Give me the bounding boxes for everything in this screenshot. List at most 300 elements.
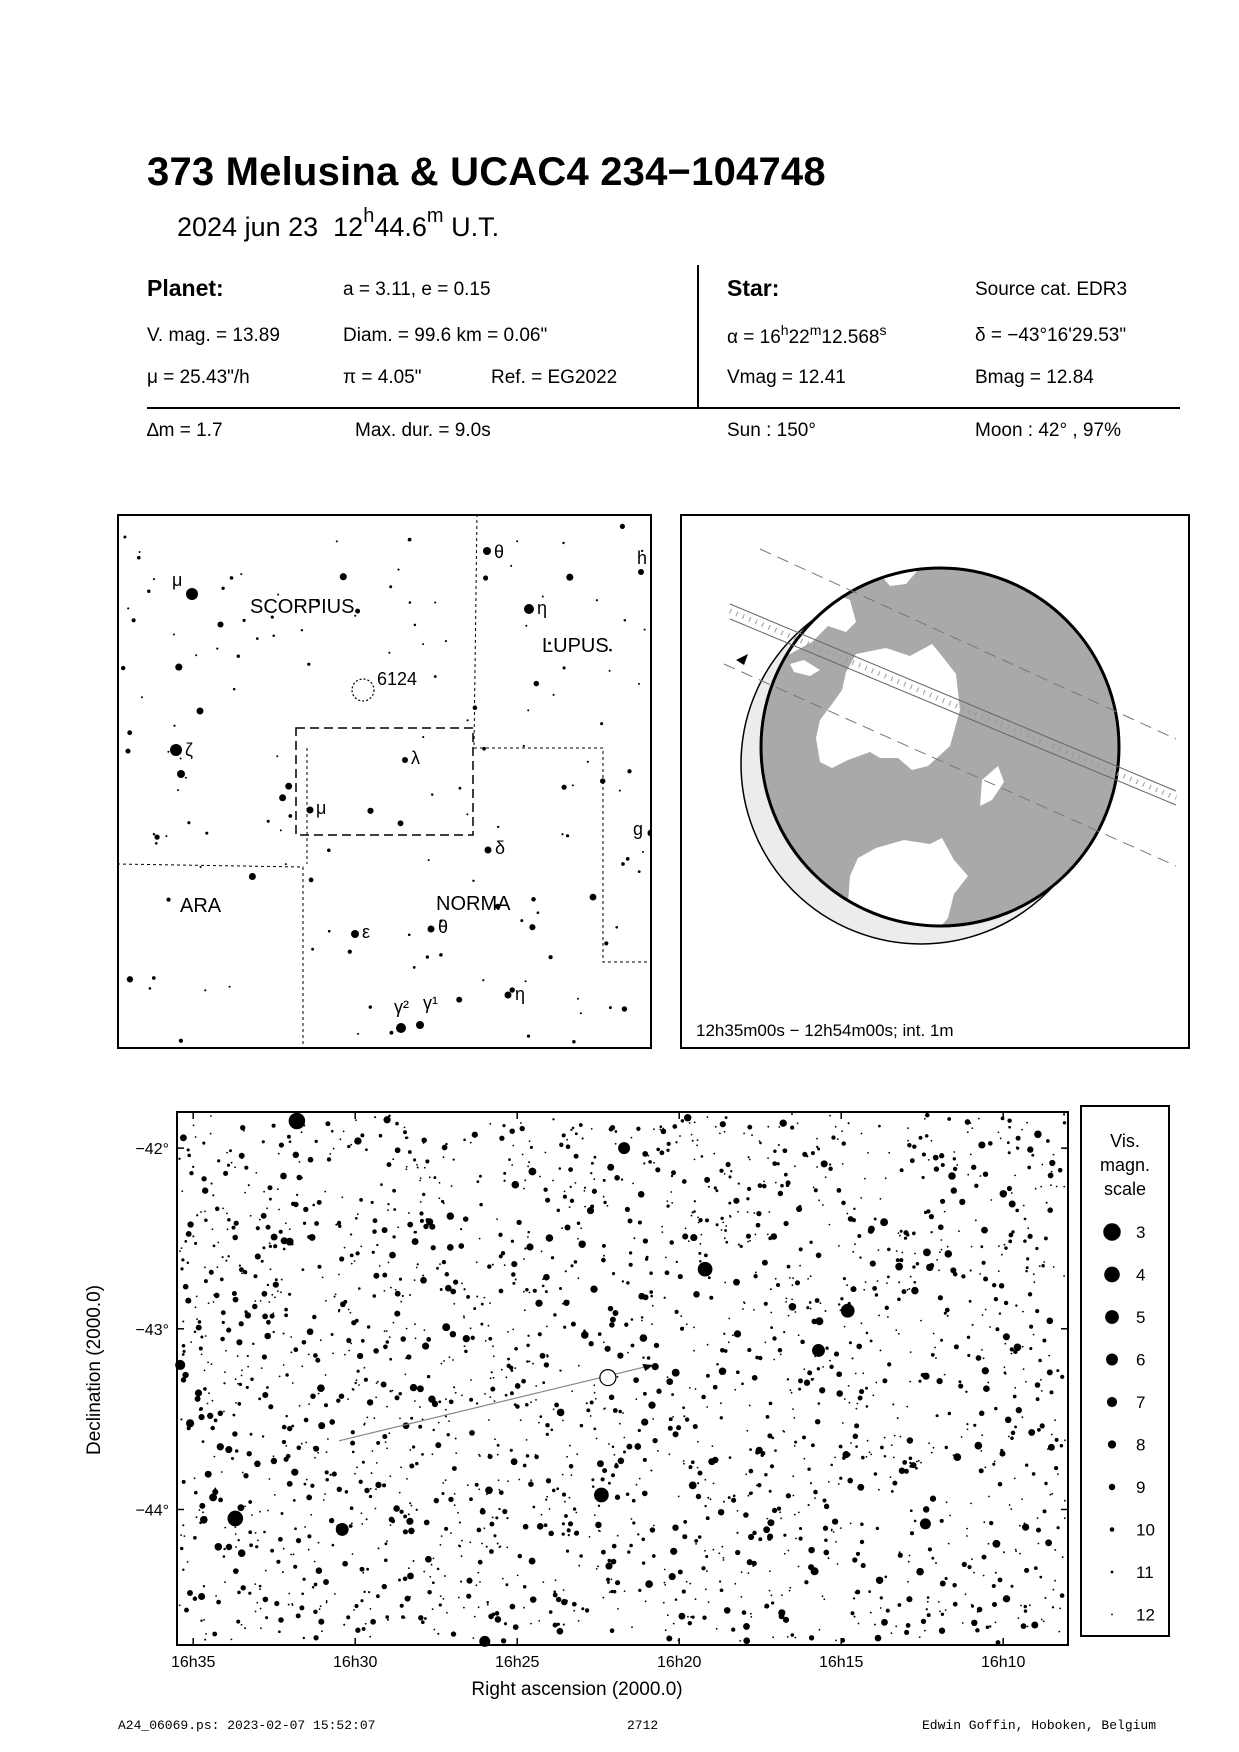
field-star	[299, 1405, 301, 1407]
field-star	[470, 1327, 472, 1329]
field-star	[706, 1406, 708, 1408]
label-epsilon: ε	[362, 922, 371, 942]
field-star	[842, 1422, 844, 1424]
field-star	[546, 1326, 548, 1328]
field-star	[981, 1349, 983, 1351]
field-star	[551, 1256, 554, 1259]
field-star	[373, 1218, 378, 1223]
field-star	[940, 1339, 943, 1342]
field-star	[1028, 1292, 1032, 1296]
field-star	[983, 1521, 985, 1523]
field-star	[535, 1385, 537, 1387]
field-star	[603, 1341, 605, 1343]
field-star	[236, 1339, 242, 1345]
field-star	[808, 1504, 810, 1506]
field-star	[1054, 1419, 1056, 1421]
field-star	[205, 1633, 207, 1635]
finder-star	[388, 652, 390, 654]
field-star	[657, 1450, 659, 1452]
field-star	[1024, 1568, 1029, 1573]
field-star	[983, 1575, 985, 1577]
field-star	[760, 1454, 763, 1457]
field-star	[747, 1187, 751, 1191]
field-star	[607, 1581, 610, 1584]
field-star	[373, 1294, 377, 1298]
field-star	[441, 1363, 443, 1365]
field-star	[632, 1521, 635, 1524]
field-star	[357, 1213, 359, 1215]
field-star	[771, 1233, 778, 1240]
field-star	[629, 1251, 632, 1254]
table-divider-vertical	[697, 265, 699, 407]
field-star	[205, 1471, 212, 1478]
field-star	[975, 1628, 979, 1632]
field-star	[360, 1599, 363, 1602]
field-star	[339, 1393, 345, 1399]
field-star	[933, 1447, 935, 1449]
field-star	[594, 1156, 597, 1159]
field-star	[935, 1562, 937, 1564]
field-star	[992, 1283, 996, 1287]
field-star	[570, 1186, 572, 1188]
field-star	[791, 1113, 793, 1115]
field-star	[698, 1252, 701, 1255]
finder-star	[527, 709, 529, 711]
field-star	[615, 1580, 620, 1585]
field-star	[724, 1229, 727, 1232]
field-star	[638, 1589, 641, 1592]
field-star	[422, 1193, 425, 1196]
field-star	[312, 1204, 315, 1207]
field-star	[584, 1190, 586, 1192]
field-star	[229, 1149, 232, 1152]
field-star	[392, 1189, 396, 1193]
field-star	[251, 1514, 253, 1516]
field-star	[366, 1568, 369, 1571]
field-star	[220, 1337, 225, 1342]
field-star	[940, 1199, 945, 1204]
field-star	[811, 1568, 813, 1570]
field-star	[214, 1456, 216, 1458]
field-star	[1011, 1353, 1013, 1355]
globe-caption: 12h35m00s − 12h54m00s; int. 1m	[696, 1021, 954, 1040]
field-star	[346, 1338, 351, 1343]
field-star	[929, 1263, 934, 1268]
field-star	[184, 1535, 186, 1537]
field-star	[977, 1607, 983, 1613]
field-star	[390, 1524, 392, 1526]
field-star	[953, 1157, 956, 1160]
field-star	[448, 1497, 453, 1502]
field-star	[296, 1194, 298, 1196]
field-star	[941, 1249, 943, 1251]
field-star	[372, 1450, 374, 1452]
field-star	[199, 1521, 202, 1524]
field-star	[523, 1258, 525, 1260]
field-star	[511, 1261, 517, 1267]
field-star	[724, 1607, 731, 1614]
field-star	[501, 1369, 503, 1371]
field-star	[204, 1266, 206, 1268]
field-star	[408, 1212, 410, 1214]
field-star	[450, 1532, 452, 1534]
field-star	[582, 1137, 584, 1139]
field-star	[455, 1392, 457, 1394]
field-star	[404, 1127, 406, 1129]
field-star	[799, 1247, 803, 1251]
field-star	[419, 1406, 421, 1408]
field-star	[885, 1306, 889, 1310]
field-star	[220, 1278, 224, 1282]
field-star	[672, 1369, 680, 1377]
field-star	[791, 1392, 793, 1394]
field-star	[945, 1609, 947, 1611]
field-star	[836, 1371, 842, 1377]
field-star	[638, 1191, 645, 1198]
finder-star	[165, 835, 167, 837]
field-star	[1027, 1146, 1033, 1152]
field-star	[958, 1384, 963, 1389]
field-star	[341, 1304, 343, 1306]
field-star	[875, 1382, 877, 1384]
field-star	[198, 1320, 202, 1324]
field-star	[922, 1152, 926, 1156]
field-star	[706, 1374, 710, 1378]
planet-ref: Ref. = EG2022	[491, 367, 618, 388]
field-star	[443, 1598, 445, 1600]
field-star	[599, 1530, 601, 1532]
field-star	[623, 1451, 626, 1454]
field-star	[516, 1220, 521, 1225]
field-star	[478, 1488, 480, 1490]
detail-frame	[296, 728, 473, 835]
field-star	[204, 1211, 206, 1213]
field-star	[673, 1623, 675, 1625]
field-star	[432, 1581, 435, 1584]
legend-dot	[1109, 1484, 1115, 1490]
field-star	[766, 1415, 770, 1419]
field-star	[762, 1184, 767, 1189]
bright-star	[841, 1304, 855, 1318]
field-star	[232, 1291, 237, 1296]
field-star	[501, 1638, 506, 1643]
field-star	[337, 1487, 342, 1492]
field-star	[307, 1534, 311, 1538]
field-star	[854, 1423, 859, 1428]
field-star	[641, 1418, 648, 1425]
field-star	[365, 1148, 368, 1151]
field-star	[383, 1344, 388, 1349]
field-star	[549, 1508, 551, 1510]
field-star	[691, 1215, 693, 1217]
field-star	[461, 1555, 463, 1557]
field-star	[215, 1207, 220, 1212]
field-star	[810, 1275, 812, 1277]
field-star	[200, 1620, 202, 1622]
field-star	[1034, 1566, 1038, 1570]
star-h-lup	[638, 569, 644, 575]
field-star	[581, 1607, 584, 1610]
field-star	[498, 1479, 500, 1481]
field-star	[948, 1412, 952, 1416]
field-star	[256, 1602, 258, 1604]
field-star	[258, 1397, 261, 1400]
field-star	[856, 1344, 862, 1350]
field-star	[464, 1345, 466, 1347]
field-star	[266, 1225, 271, 1230]
field-star	[403, 1576, 408, 1581]
field-star	[856, 1552, 860, 1556]
finder-star	[389, 1031, 393, 1035]
field-star	[880, 1198, 882, 1200]
field-star	[438, 1400, 441, 1403]
field-star	[302, 1578, 305, 1581]
field-star	[724, 1237, 726, 1239]
field-star	[747, 1125, 752, 1130]
field-star	[757, 1483, 761, 1487]
field-star	[589, 1536, 591, 1538]
finder-star	[627, 769, 631, 773]
field-star	[210, 1426, 214, 1430]
field-star	[459, 1522, 461, 1524]
field-star	[855, 1445, 858, 1448]
field-star	[642, 1561, 645, 1564]
field-star	[676, 1261, 678, 1263]
field-star	[664, 1569, 666, 1571]
field-star	[897, 1417, 899, 1419]
field-star	[1004, 1371, 1007, 1374]
field-star	[334, 1593, 336, 1595]
field-star	[608, 1443, 610, 1445]
field-star	[276, 1560, 280, 1564]
field-star	[970, 1503, 972, 1505]
field-star	[350, 1441, 355, 1446]
field-star	[323, 1579, 329, 1585]
field-star	[414, 1400, 416, 1402]
field-star	[232, 1226, 236, 1230]
field-star	[429, 1176, 431, 1178]
field-star	[299, 1161, 301, 1163]
field-star	[355, 1217, 358, 1220]
field-star	[376, 1382, 378, 1384]
field-star	[898, 1232, 900, 1234]
x-tick-label: 16h25	[494, 1654, 540, 1671]
field-star	[971, 1620, 977, 1626]
field-star	[835, 1541, 837, 1543]
field-star	[784, 1173, 788, 1177]
field-star	[280, 1291, 282, 1293]
field-star	[355, 1119, 357, 1121]
field-star	[908, 1561, 910, 1563]
field-star	[476, 1402, 478, 1404]
finder-star	[626, 857, 630, 861]
field-star	[625, 1207, 630, 1212]
legend-dot	[1108, 1440, 1116, 1448]
field-star	[412, 1238, 419, 1245]
field-star	[410, 1384, 417, 1391]
field-star	[521, 1379, 526, 1384]
field-star	[369, 1495, 372, 1498]
field-star	[190, 1341, 192, 1343]
bright-star	[336, 1523, 349, 1536]
finder-star	[590, 894, 597, 901]
label-lambda: λ	[411, 748, 420, 768]
bright-stars	[175, 1113, 931, 1647]
field-star	[618, 1458, 625, 1465]
finder-star	[230, 576, 234, 580]
field-star	[980, 1450, 982, 1452]
field-star	[273, 1312, 275, 1314]
field-star	[414, 1231, 417, 1234]
field-star	[217, 1443, 224, 1450]
field-star	[904, 1237, 907, 1240]
field-star	[1027, 1234, 1032, 1239]
finder-star	[221, 587, 224, 590]
field-star	[195, 1306, 197, 1308]
field-star	[863, 1289, 865, 1291]
field-star	[793, 1495, 795, 1497]
field-star	[309, 1234, 316, 1241]
field-star	[904, 1469, 909, 1474]
field-star	[1027, 1227, 1029, 1229]
field-star	[716, 1223, 719, 1226]
x-tick-label: 16h10	[980, 1654, 1026, 1671]
field-star	[371, 1472, 373, 1474]
field-star	[713, 1385, 718, 1390]
finder-star	[311, 948, 314, 951]
legend-mag-label: 7	[1136, 1393, 1146, 1412]
field-star	[887, 1316, 889, 1318]
field-star	[728, 1496, 731, 1499]
field-star	[548, 1235, 551, 1238]
field-star	[769, 1402, 773, 1406]
field-star	[601, 1550, 606, 1555]
field-star	[247, 1451, 252, 1456]
field-star	[555, 1579, 557, 1581]
field-star	[557, 1209, 560, 1212]
field-star	[994, 1297, 998, 1301]
field-star	[705, 1218, 709, 1222]
field-star	[720, 1348, 725, 1353]
star-zeta-sco	[170, 744, 182, 756]
field-star	[749, 1404, 751, 1406]
field-star	[347, 1398, 349, 1400]
field-star	[1009, 1504, 1011, 1506]
field-star	[244, 1627, 246, 1629]
field-star	[479, 1581, 481, 1583]
field-star	[422, 1275, 424, 1277]
field-star	[271, 1234, 278, 1241]
field-star	[606, 1578, 610, 1582]
field-star	[907, 1127, 909, 1129]
field-star	[562, 1493, 566, 1497]
sun-elongation: Sun : 150°	[727, 420, 816, 441]
finder-star	[537, 911, 540, 914]
field-star	[463, 1317, 465, 1319]
field-star	[350, 1254, 354, 1258]
field-star	[1053, 1266, 1055, 1268]
field-star	[715, 1126, 717, 1128]
ra-h-sup: h	[780, 322, 789, 338]
field-star	[376, 1441, 380, 1445]
field-star	[403, 1130, 407, 1134]
field-star	[1003, 1595, 1010, 1602]
field-star	[577, 1222, 581, 1226]
field-star	[783, 1148, 788, 1153]
y-tick-label: −44°	[135, 1502, 169, 1520]
field-star	[967, 1174, 969, 1176]
field-star	[720, 1402, 722, 1404]
finder-star	[619, 790, 621, 792]
field-star	[612, 1446, 615, 1449]
field-star	[199, 1414, 205, 1420]
finder-star	[549, 955, 553, 959]
field-star	[627, 1352, 629, 1354]
finder-star	[596, 599, 598, 601]
field-star	[675, 1141, 677, 1143]
field-star	[603, 1255, 605, 1257]
field-star	[227, 1255, 229, 1257]
field-star	[520, 1126, 525, 1131]
field-star	[1007, 1141, 1010, 1144]
field-star	[352, 1451, 355, 1454]
field-star	[613, 1590, 617, 1594]
field-star	[694, 1539, 698, 1543]
field-star	[213, 1301, 215, 1303]
field-star	[933, 1155, 939, 1161]
field-star	[693, 1291, 700, 1298]
finder-star	[272, 635, 275, 638]
field-star	[550, 1428, 553, 1431]
field-star	[354, 1137, 361, 1144]
field-star	[713, 1153, 715, 1155]
field-star	[296, 1175, 302, 1181]
field-star	[301, 1131, 303, 1133]
field-star	[807, 1467, 810, 1470]
field-star	[433, 1176, 436, 1179]
field-star	[929, 1214, 934, 1219]
field-star	[734, 1330, 741, 1337]
field-star	[1053, 1589, 1055, 1591]
field-star	[586, 1402, 588, 1404]
field-star	[432, 1453, 434, 1455]
field-star	[680, 1315, 682, 1317]
field-star	[293, 1499, 296, 1502]
field-star	[704, 1550, 706, 1552]
field-star	[721, 1546, 723, 1548]
field-star	[238, 1539, 240, 1541]
field-star	[1022, 1311, 1024, 1313]
field-star	[916, 1461, 918, 1463]
field-star	[741, 1571, 743, 1573]
field-star	[333, 1296, 335, 1298]
field-star	[631, 1137, 633, 1139]
field-star	[389, 1390, 391, 1392]
field-star	[341, 1196, 343, 1198]
field-star	[866, 1405, 869, 1408]
field-star	[651, 1323, 653, 1325]
x-tick-label: 16h20	[656, 1654, 702, 1671]
field-star	[301, 1177, 303, 1179]
field-star	[205, 1335, 207, 1337]
field-star	[931, 1353, 935, 1357]
field-star	[243, 1473, 248, 1478]
field-star	[912, 1145, 916, 1149]
field-star	[400, 1336, 406, 1342]
label-gamma1: γ¹	[423, 993, 438, 1013]
field-star	[354, 1473, 356, 1475]
field-star	[387, 1162, 392, 1167]
